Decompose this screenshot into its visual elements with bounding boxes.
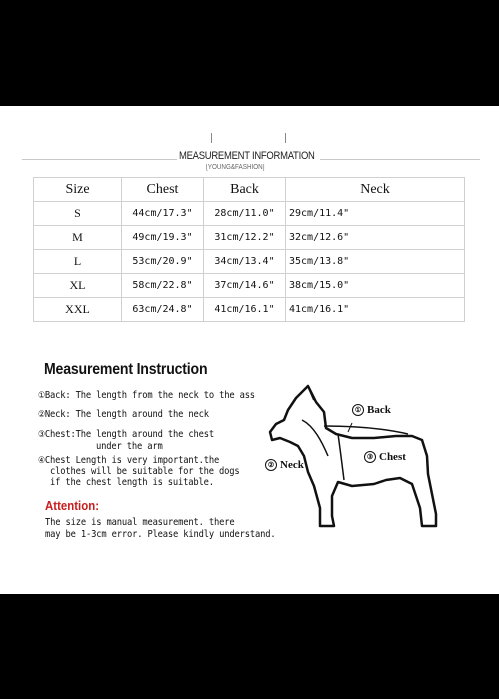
size-cell: L — [34, 250, 122, 274]
table-row — [34, 250, 465, 274]
chest-cell: 63cm/24.8" — [122, 298, 204, 322]
bottom-black-bar — [0, 594, 499, 699]
header-title: MEASUREMENT INFORMATION — [179, 150, 315, 162]
back-measure-line — [324, 426, 408, 434]
header-rule-left — [22, 159, 177, 160]
chest-cell: 44cm/17.3" — [122, 202, 204, 226]
chest-cell: 53cm/20.9" — [122, 250, 204, 274]
instruction-continuation: if the chest length is suitable. — [50, 477, 214, 488]
table-row — [34, 226, 465, 250]
size-chart-card — [0, 106, 499, 594]
back-pointer-line — [348, 423, 352, 432]
instruction-title: Measurement Instruction — [44, 361, 208, 378]
size-cell: XXL — [34, 298, 122, 322]
chest-cell: 58cm/22.8" — [122, 274, 204, 298]
size-cell: XL — [34, 274, 122, 298]
back-cell: 34cm/13.4" — [204, 250, 286, 274]
back-cell: 41cm/16.1" — [204, 298, 286, 322]
size-cell: M — [34, 226, 122, 250]
instruction-item — [38, 455, 219, 466]
diagram-label-chest — [364, 451, 406, 463]
instruction-continuation: clothes will be suitable for the dogs — [50, 466, 240, 477]
instruction-number: ① — [38, 391, 45, 401]
chest-cell: 49cm/19.3" — [122, 226, 204, 250]
instruction-number: ④ — [38, 456, 45, 466]
size-table — [33, 177, 465, 322]
column-header-size: Size — [34, 178, 122, 202]
back-cell: 28cm/11.0" — [204, 202, 286, 226]
neck-cell: 35cm/13.8" — [286, 250, 465, 274]
header-rule-right — [320, 159, 480, 160]
instruction-continuation: under the arm — [96, 441, 163, 452]
instruction-number: ③ — [38, 430, 45, 440]
instruction-number: ② — [38, 410, 45, 420]
diagram-number-neck: ② — [265, 459, 277, 471]
size-cell: S — [34, 202, 122, 226]
diagram-label-back — [352, 404, 391, 416]
dog-ear — [308, 386, 314, 400]
back-cell: 31cm/12.2" — [204, 226, 286, 250]
instruction-text: Neck: The length around the neck — [44, 409, 209, 420]
table-row — [34, 298, 465, 322]
diagram-text-neck: Neck — [280, 459, 304, 471]
diagram-number-back: ① — [352, 404, 364, 416]
table-header-row — [34, 178, 465, 202]
attention-line: The size is manual measurement. there — [45, 517, 235, 528]
back-cell: 37cm/14.6" — [204, 274, 286, 298]
instruction-text: Chest:The length around the chest — [44, 429, 214, 440]
column-header-neck: Neck — [286, 178, 465, 202]
instruction-text: Back: The length from the neck to the ass — [44, 390, 255, 401]
instruction-item — [38, 409, 209, 420]
diagram-text-back: Back — [367, 404, 391, 416]
instruction-item — [38, 429, 214, 440]
table-row — [34, 202, 465, 226]
diagram-label-neck — [265, 459, 304, 471]
attention-title: Attention: — [45, 498, 100, 513]
instruction-text: Chest Length is very important.the — [44, 455, 220, 466]
neck-cell: 41cm/16.1" — [286, 298, 465, 322]
neck-cell: 32cm/12.6" — [286, 226, 465, 250]
attention-line: may be 1-3cm error. Please kindly understand. — [45, 529, 276, 540]
header-subtitle: [YOUNG&FASHION] — [206, 164, 265, 171]
diagram-number-chest: ③ — [364, 451, 376, 463]
top-black-bar — [0, 0, 499, 106]
table-row — [34, 274, 465, 298]
instruction-item — [38, 390, 255, 401]
chest-measure-line — [338, 434, 344, 480]
header-tick-left — [211, 133, 212, 143]
column-header-back: Back — [204, 178, 286, 202]
neck-cell: 29cm/11.4" — [286, 202, 465, 226]
neck-cell: 38cm/15.0" — [286, 274, 465, 298]
column-header-chest: Chest — [122, 178, 204, 202]
diagram-text-chest: Chest — [379, 451, 406, 463]
header-tick-right — [285, 133, 286, 143]
